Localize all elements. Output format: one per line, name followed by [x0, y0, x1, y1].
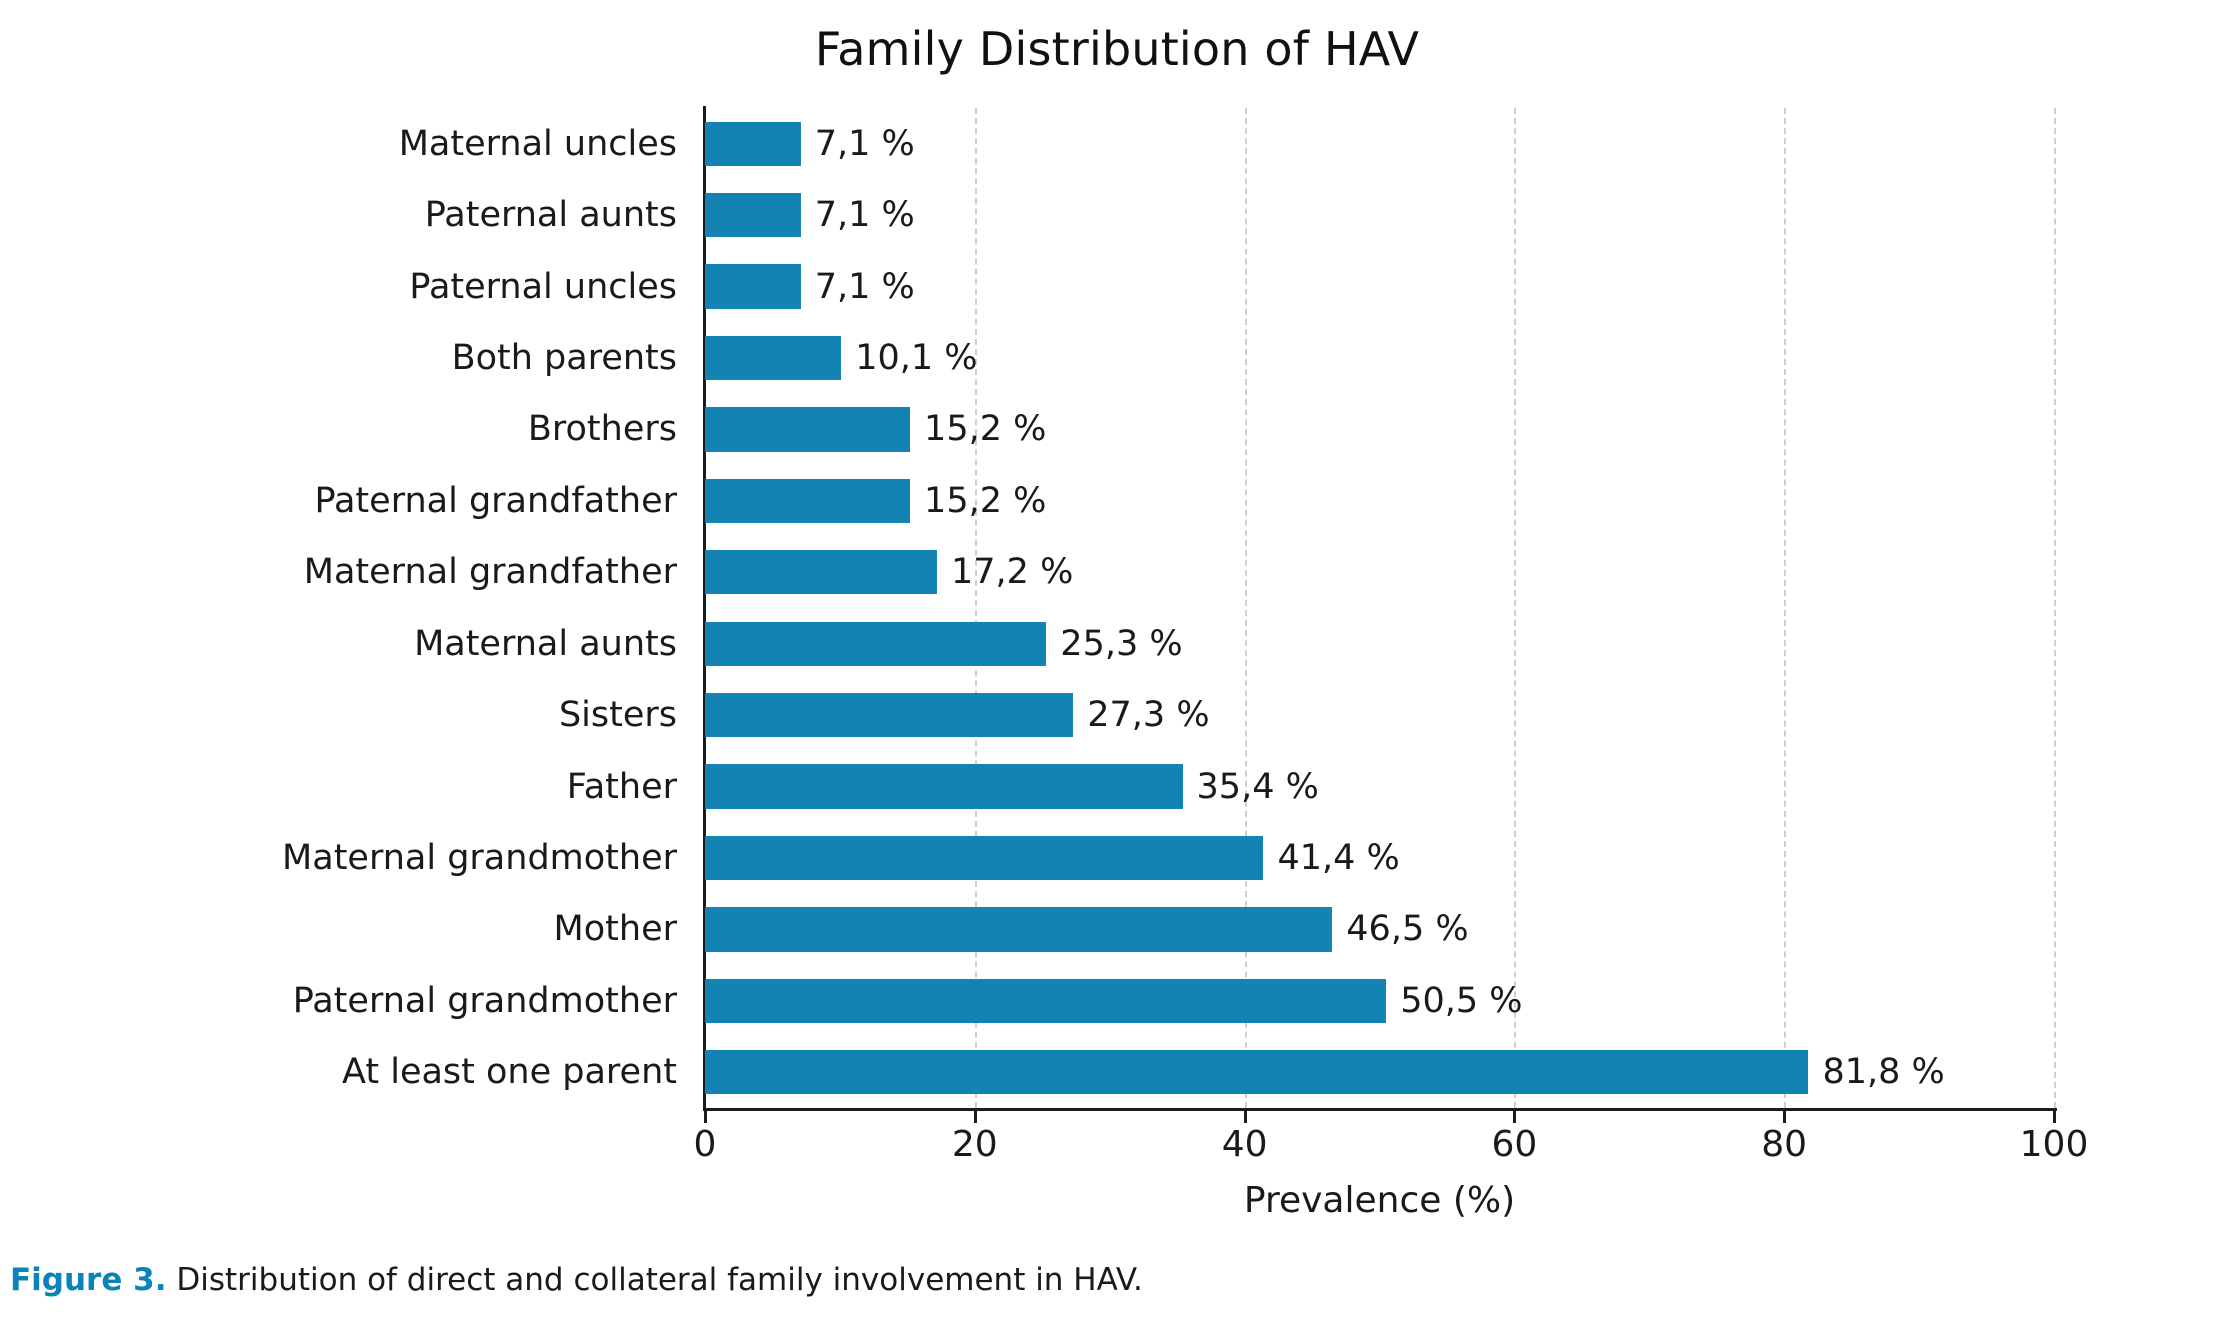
bar-row [409, 264, 2054, 308]
category-label-text: Both parents [451, 337, 677, 378]
category-label-text: Paternal aunts [424, 195, 677, 236]
bar-row [414, 622, 2054, 666]
category-label [17, 1050, 677, 1094]
bar[interactable] [705, 479, 910, 523]
bar-value-label: 10,1 % [855, 337, 978, 378]
bar-value-label: 15,2 % [924, 480, 1047, 521]
category-label-text: Sisters [558, 695, 677, 736]
bar-value-label: 50,5 % [1400, 980, 1523, 1021]
category-label [17, 193, 677, 237]
x-tick-label: 80 [1761, 1124, 1808, 1165]
bar-row [527, 407, 2054, 451]
category-label-text: Paternal uncles [409, 266, 677, 307]
bar[interactable] [705, 1050, 1808, 1094]
x-tick-label: 100 [2019, 1124, 2089, 1165]
category-label-text: Maternal aunts [414, 623, 677, 664]
bar-value-label: 81,8 % [1822, 1052, 1945, 1093]
category-label [17, 979, 677, 1023]
category-label [17, 407, 677, 451]
category-label [17, 122, 677, 166]
category-label [17, 336, 677, 380]
bar-value-label: 7,1 % [814, 195, 915, 236]
x-tick-label: 60 [1491, 1124, 1538, 1165]
category-label-text: Paternal grandmother [292, 980, 677, 1021]
bar[interactable] [705, 622, 1046, 666]
x-tick-mark [1783, 1111, 1786, 1123]
bar-row [553, 907, 2054, 951]
bar-value-label: 25,3 % [1060, 623, 1183, 664]
figure-caption [10, 1262, 2210, 1298]
category-label-text: Father [566, 766, 677, 807]
bar-value-label: 15,2 % [924, 409, 1047, 450]
category-label-text: Mother [553, 909, 677, 950]
bar-row [303, 550, 2054, 594]
gridline [1245, 108, 1247, 1108]
x-axis-label: Prevalence (%) [1243, 1180, 1516, 1221]
category-label-text: Brothers [527, 409, 677, 450]
figure-number: Figure 3. [10, 1262, 167, 1298]
bar-value-label: 7,1 % [814, 266, 915, 307]
bar[interactable] [705, 122, 801, 166]
category-label [17, 836, 677, 880]
bar[interactable] [705, 193, 801, 237]
x-tick-mark [704, 1111, 707, 1123]
figure-caption-text: Distribution of direct and collateral family involvement in HAV. [166, 1262, 1143, 1298]
category-label [17, 264, 677, 308]
bar-row [398, 122, 2054, 166]
x-tick-mark [1513, 1111, 1516, 1123]
category-label [17, 693, 677, 737]
category-label [17, 907, 677, 951]
x-tick-label: 0 [693, 1124, 717, 1165]
bar-row [451, 336, 2054, 380]
bar[interactable] [705, 836, 1263, 880]
gridline [1514, 108, 1516, 1108]
bar-row [424, 193, 2054, 237]
x-tick-mark [974, 1111, 977, 1123]
bar[interactable] [705, 550, 937, 594]
bar-row [314, 479, 2054, 523]
bar[interactable] [705, 693, 1073, 737]
category-label-text: Maternal uncles [398, 123, 677, 164]
x-axis-line [703, 1108, 2057, 1111]
gridline [2054, 108, 2056, 1108]
bar-row [558, 693, 2054, 737]
category-label [17, 550, 677, 594]
bar[interactable] [705, 979, 1386, 1023]
category-label-text: Maternal grandfather [303, 552, 677, 593]
x-tick-mark [1244, 1111, 1247, 1123]
bar[interactable] [705, 264, 801, 308]
bar-value-label: 27,3 % [1087, 695, 1210, 736]
bar-value-label: 35,4 % [1196, 766, 1319, 807]
bar[interactable] [705, 907, 1332, 951]
bar[interactable] [705, 764, 1183, 808]
gridline [975, 108, 977, 1108]
bar-value-label: 41,4 % [1277, 837, 1400, 878]
bar-row [292, 979, 2054, 1023]
chart-title: Family Distribution of HAV [814, 22, 1420, 76]
bar-row [342, 1050, 2054, 1094]
bar-value-label: 46,5 % [1346, 909, 1469, 950]
category-label-text: Maternal grandmother [282, 837, 677, 878]
gridline [1784, 108, 1786, 1108]
bar[interactable] [705, 407, 910, 451]
x-tick-mark [2053, 1111, 2056, 1123]
bar-value-label: 7,1 % [814, 123, 915, 164]
x-tick-label: 20 [951, 1124, 998, 1165]
bar[interactable] [705, 336, 841, 380]
bar-value-label: 17,2 % [951, 552, 1074, 593]
category-label [17, 479, 677, 523]
x-tick-label: 40 [1221, 1124, 1268, 1165]
category-label [17, 622, 677, 666]
bar-row [566, 764, 2054, 808]
plot-area [282, 108, 2054, 1108]
bar-row [282, 836, 2054, 880]
category-label-text: Paternal grandfather [314, 480, 677, 521]
category-label-text: At least one parent [342, 1052, 677, 1093]
category-label [17, 764, 677, 808]
